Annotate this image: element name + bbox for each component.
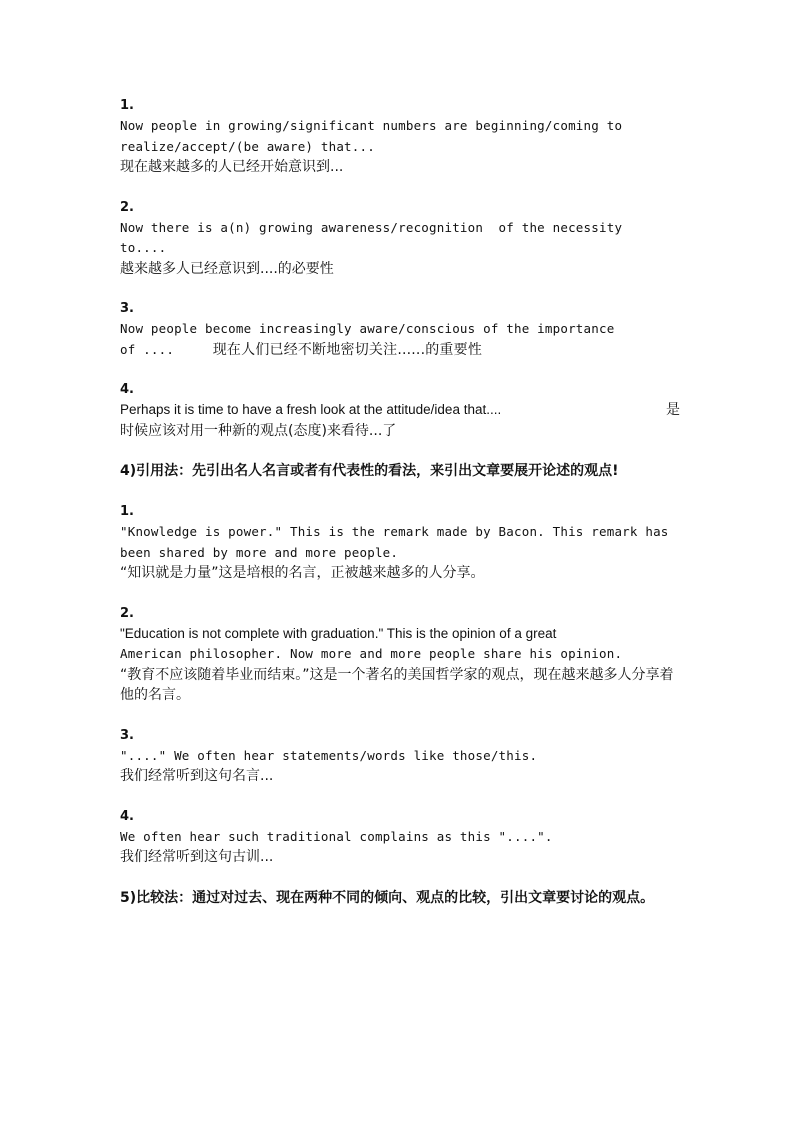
chinese-text: 现在人们已经不断地密切关注......的重要性 bbox=[212, 341, 483, 358]
chinese-text: “知识就是力量”这是培根的名言，正被越来越多的人分享。 bbox=[120, 565, 485, 581]
list-item bbox=[120, 807, 680, 868]
english-text bbox=[120, 340, 680, 361]
list-item bbox=[120, 604, 680, 706]
document-page bbox=[120, 96, 680, 909]
item-number: 2. bbox=[120, 605, 134, 621]
item-number: 1. bbox=[120, 504, 134, 519]
english-text: been shared by more and more people. bbox=[120, 544, 399, 560]
chinese-text: 越来越多人已经意识到....的必要性 bbox=[120, 260, 334, 277]
english-text: Now people in growing/significant numbers are beginning/coming to bbox=[120, 118, 623, 133]
item-number: 4. bbox=[120, 808, 134, 824]
list-item bbox=[120, 380, 680, 441]
section-heading: 4)引用法：先引出名人名言或者有代表性的看法，来引出文章要展开论述的观点! bbox=[120, 463, 619, 479]
english-text: Now people become increasingly aware/conscious of the importance bbox=[120, 321, 615, 336]
item-number: 2. bbox=[120, 199, 134, 215]
english-text bbox=[120, 400, 680, 421]
english-text: American philosopher. Now more and more people share his opinion. bbox=[120, 646, 623, 661]
list-item bbox=[120, 96, 680, 178]
english-text: "Education is not complete with graduation." This is the opinion of a great bbox=[120, 625, 557, 641]
item-number: 1. bbox=[120, 98, 134, 113]
english-text: Now there is a(n) growing awareness/recognition of the necessity bbox=[120, 219, 623, 235]
chinese-text: 我们经常听到这句名言... bbox=[120, 768, 274, 784]
item-number: 3. bbox=[120, 301, 134, 316]
list-item bbox=[120, 502, 680, 584]
english-text: realize/accept/(be aware) that... bbox=[120, 138, 375, 154]
item-number: 4. bbox=[120, 382, 134, 397]
chinese-text-tail: 是 bbox=[666, 402, 680, 418]
english-text: "...." We often hear statements/words like those/this. bbox=[120, 747, 538, 763]
chinese-text: 我们经常听到这句古训... bbox=[120, 849, 274, 865]
english-text-fragment: of .... bbox=[120, 341, 175, 357]
chinese-text: 时候应该对用一种新的观点(态度)来看待...了 bbox=[120, 422, 397, 439]
chinese-text: “教育不应该随着毕业而结束。”这是一个著名的美国哲学家的观点，现在越来越多人分享着他的名言。 bbox=[120, 666, 674, 703]
list-item bbox=[120, 198, 680, 280]
english-text: We often hear such traditional complains as this "....". bbox=[120, 828, 553, 844]
list-item bbox=[120, 299, 680, 360]
item-number: 3. bbox=[120, 727, 134, 743]
chinese-text: 现在越来越多的人已经开始意识到... bbox=[120, 159, 344, 175]
english-text: to.... bbox=[120, 240, 167, 255]
list-item bbox=[120, 726, 680, 787]
section-heading: 5)比较法：通过对过去、现在两种不同的倾向、观点的比较，引出文章要讨论的观点。 bbox=[120, 889, 655, 906]
english-text: "Knowledge is power." This is the remark made by Bacon. This remark has bbox=[120, 524, 669, 539]
english-text-fragment: Perhaps it is time to have a fresh look at the attitude/idea that.... bbox=[120, 402, 502, 417]
